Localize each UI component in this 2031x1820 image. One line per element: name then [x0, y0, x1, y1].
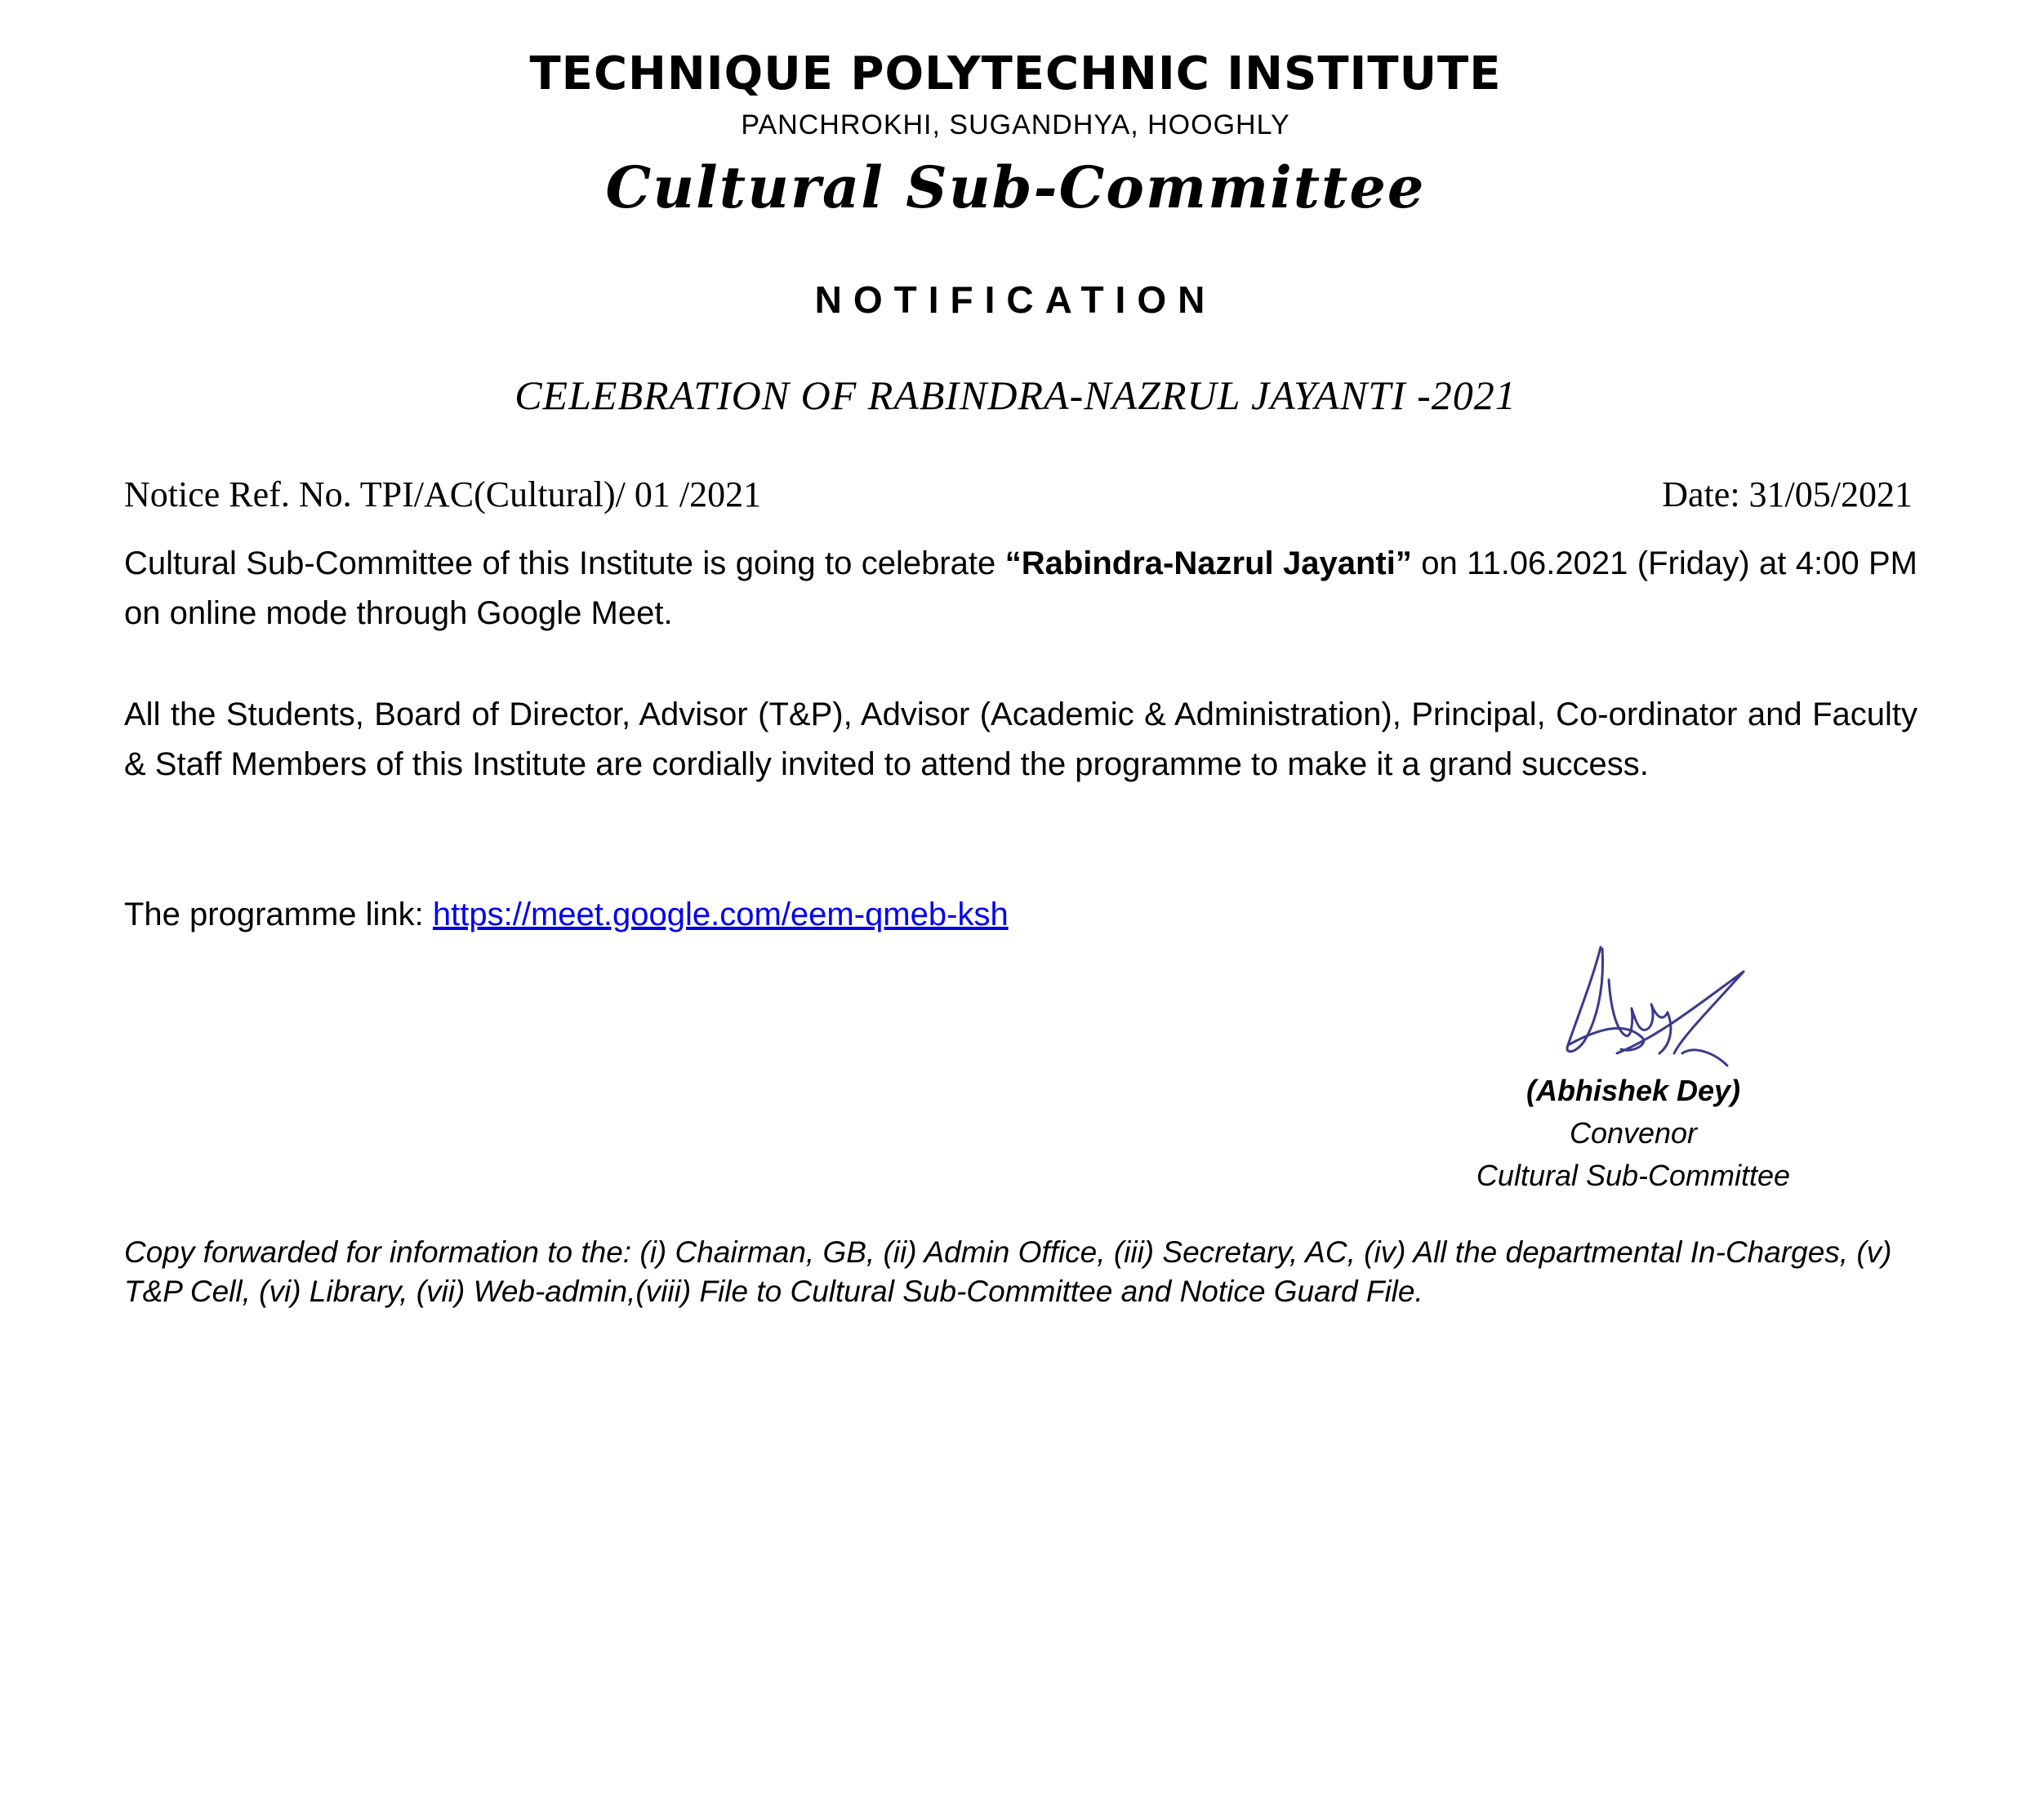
paragraph-text: Cultural Sub-Committee of this Institute is going to celebrate [124, 545, 1005, 581]
institute-name: TECHNIQUE POLYTECHNIC INSTITUTE [529, 47, 1502, 100]
committee-heading: Cultural Sub-Committee [605, 154, 1426, 221]
event-title: CELEBRATION OF RABINDRA-NAZRUL JAYANTI -2021 [514, 372, 1517, 418]
event-name-bold: “Rabindra-Nazrul Jayanti” [1004, 545, 1412, 581]
meet-link[interactable]: https://meet.google.com/eem-qmeb-ksh [432, 897, 1009, 932]
institute-address: PANCHROKHI, SUGANDHYA, HOOGHLY [741, 109, 1290, 140]
signature-icon [1552, 931, 1748, 1070]
paragraph-invitees: All the Students, Board of Director, Advisor (T&P), Advisor (Academic & Administration), Principal, Co-ordinator and Faculty & Staff Members of this Institute are cordially invited to attend the programme to make it a grand success. [124, 696, 1917, 782]
paragraph-text: on 11.06.2021 (Friday) at 4:00 PM on online mode through Google Meet. [124, 545, 1917, 631]
notice-date: Date: 31/05/2021 [1662, 474, 1913, 514]
reference-line [124, 474, 1913, 515]
link-label: The programme link: [124, 897, 433, 932]
copy-forwarded: Copy forwarded for information to the: (i) Chairman, GB, (ii) Admin Office, (iii) Secretary, AC, (iv) All the departmental In-Charges, (v) T&P Cell, (vi) Library, (vii) Web-admin,(viii) File to Cultural Sub-Committee and Notice Guard File. [124, 1235, 1892, 1308]
notice-reference: Notice Ref. No. TPI/AC(Cultural)/ 01 /2021 [124, 474, 762, 514]
signatory-designation: Convenor [1569, 1116, 1698, 1150]
signatory-name: (Abhishek Dey) [1525, 1074, 1741, 1107]
signatory-block [1388, 1070, 1878, 1197]
paragraph-invitation-event [124, 539, 1917, 639]
signatory-committee: Cultural Sub-Committee [1476, 1159, 1791, 1192]
notification-heading: NOTIFICATION [814, 278, 1217, 321]
